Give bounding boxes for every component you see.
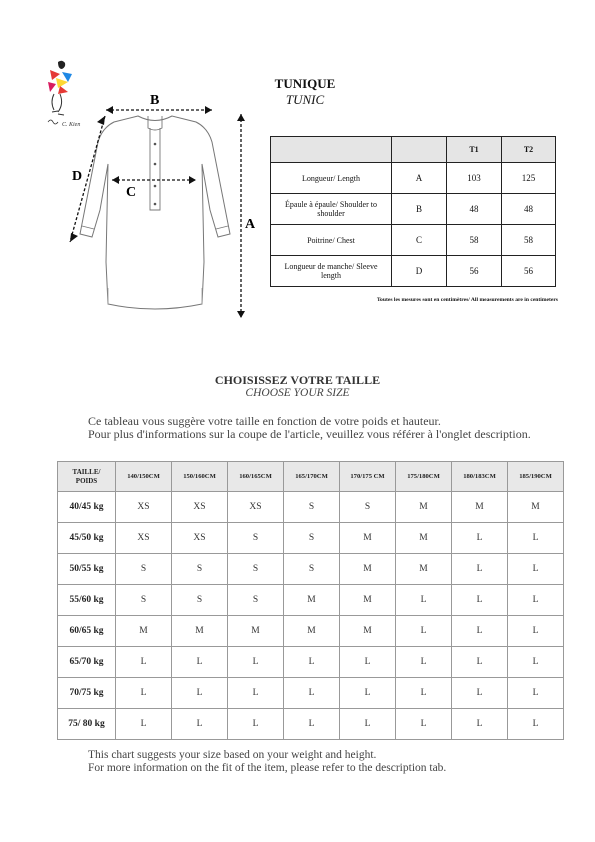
height-header: 180/183CM — [452, 462, 508, 492]
size-cell: M — [340, 585, 396, 616]
size-cell: S — [172, 585, 228, 616]
size-cell: S — [340, 492, 396, 523]
size-guide-outro-en-1: This chart suggests your size based on your weight and height. — [88, 749, 377, 761]
size-table-row — [58, 709, 564, 740]
size-cell: S — [228, 523, 284, 554]
size-cell: S — [284, 554, 340, 585]
measurement-t1: 103 — [447, 163, 502, 194]
measurement-header-row — [271, 137, 556, 163]
weight-label: 60/65 kg — [58, 616, 116, 647]
measurement-t2: 125 — [502, 163, 556, 194]
product-title-en: TUNIC — [285, 92, 325, 107]
size-cell: M — [228, 616, 284, 647]
tunic-sketch — [60, 92, 270, 324]
size-cell: M — [340, 616, 396, 647]
size-cell: L — [396, 647, 452, 678]
size-guide-title-fr: CHOISISSEZ VOTRE TAILLE — [214, 373, 381, 387]
size-cell: L — [228, 678, 284, 709]
size-cell: L — [284, 678, 340, 709]
size-cell: L — [452, 585, 508, 616]
size-table-row — [58, 492, 564, 523]
height-header: 175/180CM — [396, 462, 452, 492]
measurement-header-label — [271, 137, 392, 163]
measurement-table — [270, 136, 556, 287]
measurement-row — [271, 163, 556, 194]
size-cell: L — [340, 678, 396, 709]
measurement-header-code — [392, 137, 447, 163]
size-cell: L — [116, 647, 172, 678]
size-cell: L — [340, 647, 396, 678]
measurement-t2: 48 — [502, 194, 556, 225]
measurement-code: C — [392, 225, 447, 256]
height-header: 150/160CM — [172, 462, 228, 492]
size-cell: S — [172, 554, 228, 585]
size-cell: M — [508, 492, 564, 523]
weight-label: 45/50 kg — [58, 523, 116, 554]
measurement-t2: 56 — [502, 256, 556, 287]
corner-line-1: TAILLE/ — [72, 467, 101, 476]
size-cell: L — [452, 616, 508, 647]
size-cell: L — [172, 647, 228, 678]
weight-label: 65/70 kg — [58, 647, 116, 678]
measurement-row — [271, 225, 556, 256]
measurement-code: D — [392, 256, 447, 287]
measurement-label: Poitrine/ Chest — [271, 225, 392, 256]
size-cell: L — [172, 678, 228, 709]
size-guide-outro-en-2: For more information on the fit of the item, please refer to the description tab. — [88, 762, 447, 774]
size-table-row — [58, 647, 564, 678]
size-table-row — [58, 523, 564, 554]
size-table-row — [58, 678, 564, 709]
weight-label: 70/75 kg — [58, 678, 116, 709]
size-cell: XS — [172, 492, 228, 523]
size-cell: S — [116, 554, 172, 585]
size-cell: L — [228, 647, 284, 678]
product-title-fr: TUNIQUE — [274, 76, 336, 91]
size-table-row — [58, 616, 564, 647]
size-cell: L — [508, 616, 564, 647]
size-cell: XS — [228, 492, 284, 523]
size-cell: L — [284, 709, 340, 740]
size-cell: L — [452, 678, 508, 709]
size-cell: L — [452, 523, 508, 554]
size-cell: L — [284, 647, 340, 678]
size-cell: S — [228, 585, 284, 616]
height-header: 165/170CM — [284, 462, 340, 492]
measurement-t1: 58 — [447, 225, 502, 256]
size-cell: L — [508, 585, 564, 616]
size-cell: M — [284, 616, 340, 647]
label-d: D — [72, 169, 83, 184]
size-cell: L — [508, 709, 564, 740]
measurement-code: A — [392, 163, 447, 194]
logo-signature: C. Kien — [62, 122, 81, 128]
size-cell: L — [452, 554, 508, 585]
size-cell: L — [508, 678, 564, 709]
size-cell: M — [172, 616, 228, 647]
size-cell: XS — [116, 523, 172, 554]
size-guide-intro-fr-2: Pour plus d'informations sur la coupe de l'article, veuillez vous référer à l'onglet description. — [88, 427, 531, 441]
size-cell: S — [284, 523, 340, 554]
label-c: C — [126, 185, 137, 200]
size-cell: M — [116, 616, 172, 647]
size-cell: XS — [172, 523, 228, 554]
size-cell: L — [508, 554, 564, 585]
size-table-header-row — [58, 462, 564, 492]
size-cell: L — [116, 678, 172, 709]
weight-label: 50/55 kg — [58, 554, 116, 585]
size-cell: L — [116, 709, 172, 740]
size-cell: L — [396, 585, 452, 616]
size-cell: XS — [116, 492, 172, 523]
measurement-row — [271, 256, 556, 287]
size-cell: L — [452, 709, 508, 740]
size-cell: M — [396, 523, 452, 554]
size-guide-intro-fr-1: Ce tableau vous suggère votre taille en fonction de votre poids et hauteur. — [88, 414, 441, 428]
weight-label: 40/45 kg — [58, 492, 116, 523]
measurement-header-t2: T2 — [502, 137, 556, 163]
measurement-row — [271, 194, 556, 225]
size-table — [57, 461, 564, 740]
measurement-label: Longueur/ Length — [271, 163, 392, 194]
size-cell: S — [284, 492, 340, 523]
size-cell: L — [396, 709, 452, 740]
size-cell: L — [396, 616, 452, 647]
size-cell: L — [508, 647, 564, 678]
size-cell: M — [284, 585, 340, 616]
size-table-corner — [58, 462, 116, 492]
size-cell: L — [396, 678, 452, 709]
size-cell: M — [340, 554, 396, 585]
label-a: A — [245, 217, 256, 232]
measurement-code: B — [392, 194, 447, 225]
size-cell: L — [172, 709, 228, 740]
corner-line-2: POIDS — [75, 476, 98, 485]
measurement-header-t1: T1 — [447, 137, 502, 163]
measurement-note: Toutes les mesures sont en centimètres/ All measurements are in centimeters — [376, 297, 558, 303]
size-cell: M — [340, 523, 396, 554]
size-guide-title-en: CHOOSE YOUR SIZE — [245, 387, 350, 399]
size-cell: L — [508, 523, 564, 554]
size-cell: M — [396, 554, 452, 585]
weight-label: 75/ 80 kg — [58, 709, 116, 740]
measurement-t2: 58 — [502, 225, 556, 256]
size-table-row — [58, 554, 564, 585]
size-cell: M — [396, 492, 452, 523]
measurement-t1: 48 — [447, 194, 502, 225]
size-cell: S — [116, 585, 172, 616]
size-cell: L — [340, 709, 396, 740]
size-cell: L — [452, 647, 508, 678]
height-header: 140/150CM — [116, 462, 172, 492]
height-header: 160/165CM — [228, 462, 284, 492]
measurement-label: Épaule à épaule/ Shoulder to shoulder — [271, 194, 392, 225]
measurement-t1: 56 — [447, 256, 502, 287]
measurement-label: Longueur de manche/ Sleeve length — [271, 256, 392, 287]
weight-label: 55/60 kg — [58, 585, 116, 616]
height-header: 170/175 CM — [340, 462, 396, 492]
size-cell: M — [452, 492, 508, 523]
height-header: 185/190CM — [508, 462, 564, 492]
size-table-row — [58, 585, 564, 616]
size-cell: S — [228, 554, 284, 585]
label-b: B — [150, 93, 160, 108]
size-cell: L — [228, 709, 284, 740]
